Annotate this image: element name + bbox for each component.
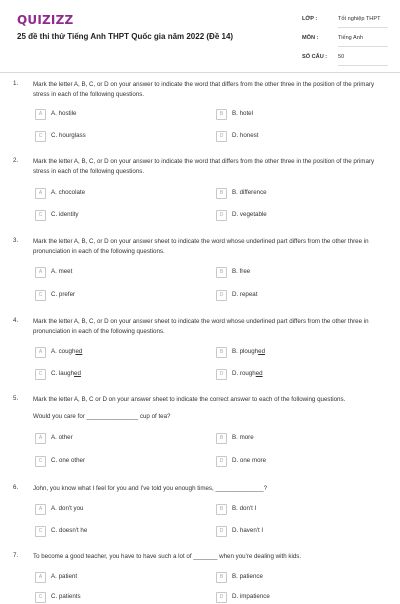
option-label: C. patients bbox=[51, 593, 81, 600]
meta-label: LỚP : bbox=[302, 16, 318, 22]
option-label: C. hourglass bbox=[51, 132, 86, 139]
option-label: B. hotel bbox=[232, 110, 253, 117]
meta-underline bbox=[338, 65, 388, 66]
option-letter-box: B bbox=[216, 433, 227, 444]
underlined-part: ed bbox=[74, 370, 81, 377]
option-label: A. don't you bbox=[51, 505, 84, 512]
option-letter-box: A bbox=[35, 433, 46, 444]
option-label: A. other bbox=[51, 434, 73, 441]
option-stem: C. laugh bbox=[51, 370, 75, 377]
option-letter-box: A bbox=[35, 347, 46, 358]
meta-label: SỐ CÂU : bbox=[302, 54, 328, 60]
option-label: C. doesn't he bbox=[51, 527, 88, 534]
question-number: 3. bbox=[13, 237, 19, 244]
option-letter-box: A bbox=[35, 504, 46, 515]
option-label: A. chocolate bbox=[51, 189, 86, 196]
option-letter-box: B bbox=[216, 188, 227, 199]
question-text: Mark the letter A, B, C, or D on your answer sheet to indicate the word whose underlined part differs from the other three in pronunciation in each of the following questions. bbox=[33, 238, 369, 255]
option-letter-box: D bbox=[216, 290, 227, 301]
meta-panel bbox=[294, 11, 394, 68]
option-label bbox=[232, 348, 265, 355]
option-label: D. one more bbox=[232, 457, 267, 464]
meta-value: 50 bbox=[338, 54, 345, 60]
option-letter-box: D bbox=[216, 369, 227, 380]
option-letter-box: B bbox=[216, 267, 227, 278]
option-letter-box: B bbox=[216, 109, 227, 120]
option-label: D. vegetable bbox=[232, 211, 267, 218]
meta-row-subject bbox=[294, 30, 394, 49]
underlined-part: ed bbox=[258, 348, 266, 355]
option-label: B. patience bbox=[232, 573, 263, 580]
meta-underline bbox=[338, 46, 388, 47]
option-label: C. identity bbox=[51, 211, 79, 218]
option-label: D. haven't I bbox=[232, 527, 264, 534]
option-letter-box: B bbox=[216, 504, 227, 515]
question-text: Mark the letter A, B, C, or D on your answer to indicate the word that differs from the other three in the position of the primary stress in each of the following questions. bbox=[33, 158, 375, 175]
option-label: B. difference bbox=[232, 189, 267, 196]
header bbox=[0, 0, 400, 73]
page-title: 25 đề thi thử Tiếng Anh THPT Quốc gia năm 2022 (Đề 14) bbox=[17, 32, 234, 41]
meta-row-count bbox=[294, 49, 394, 68]
option-letter-box: C bbox=[35, 290, 46, 301]
underlined-part: ed bbox=[255, 370, 263, 377]
option-stem: A. cough bbox=[51, 348, 76, 355]
option-label: B. more bbox=[232, 434, 254, 441]
meta-value: Tốt nghiệp THPT bbox=[338, 16, 381, 22]
option-label: B. don't I bbox=[232, 505, 257, 512]
option-label: D. repeat bbox=[232, 291, 258, 298]
option-letter-box: C bbox=[35, 210, 46, 221]
option-letter-box: A bbox=[35, 109, 46, 120]
option-letter-box: C bbox=[35, 369, 46, 380]
option-label: C. prefer bbox=[51, 291, 76, 298]
option-letter-box: D bbox=[216, 456, 227, 467]
question-text: John, you know what I feel for you and I've told you enough times, ______________? bbox=[33, 485, 268, 492]
option-label: A. hostile bbox=[51, 110, 77, 117]
option-label: C. one other bbox=[51, 457, 86, 464]
option-label: D. impatience bbox=[232, 593, 270, 600]
meta-label: MÔN : bbox=[302, 35, 319, 41]
question-prompt: Would you care for _______________ cup of tea? bbox=[33, 413, 171, 420]
option-letter-box: D bbox=[216, 592, 227, 603]
option-label: D. honest bbox=[232, 132, 259, 139]
option-label: A. patient bbox=[51, 573, 78, 580]
option-letter-box: B bbox=[216, 347, 227, 358]
option-letter-box: D bbox=[216, 526, 227, 537]
underlined-part: ed bbox=[75, 348, 83, 355]
question-text: Mark the letter A, B, C or D on your answer sheet to indicate the correct answer to each of the following questions. bbox=[33, 396, 346, 403]
option-label: A. meet bbox=[51, 268, 73, 275]
question-number: 2. bbox=[13, 157, 19, 164]
option-letter-box: A bbox=[35, 188, 46, 199]
option-label: B. free bbox=[232, 268, 251, 275]
option-letter-box: C bbox=[35, 456, 46, 467]
option-stem: B. plough bbox=[232, 348, 259, 355]
question-number: 6. bbox=[13, 484, 19, 491]
question-number: 1. bbox=[13, 80, 19, 87]
option-letter-box: D bbox=[216, 131, 227, 142]
option-letter-box: A bbox=[35, 572, 46, 583]
option-letter-box: B bbox=[216, 572, 227, 583]
question-text: Mark the letter A, B, C, or D on your answer to indicate the word that differs from the other three in the position of the primary stress in each of the following questions. bbox=[33, 81, 375, 98]
option-letter-box: A bbox=[35, 267, 46, 278]
meta-value: Tiếng Anh bbox=[338, 35, 363, 41]
question-number: 5. bbox=[13, 395, 19, 402]
meta-row-class bbox=[294, 11, 394, 30]
option-letter-box: C bbox=[35, 592, 46, 603]
question-text: Mark the letter A, B, C, or D on your answer sheet to indicate the word whose underlined part differs from the other three in pronunciation in each of the following questions. bbox=[33, 318, 369, 335]
option-label bbox=[51, 348, 82, 355]
option-label bbox=[51, 370, 81, 377]
option-letter-box: C bbox=[35, 131, 46, 142]
meta-underline bbox=[338, 27, 388, 28]
option-letter-box: C bbox=[35, 526, 46, 537]
logo: QUIZIZZ bbox=[17, 13, 74, 27]
option-stem: D. rough bbox=[232, 370, 256, 377]
option-label bbox=[232, 370, 263, 377]
question-number: 7. bbox=[13, 552, 19, 559]
question-number: 4. bbox=[13, 317, 19, 324]
option-letter-box: D bbox=[216, 210, 227, 221]
question-text: To become a good teacher, you have to have such a lot of _______ when you're dealing with kids. bbox=[33, 553, 302, 560]
